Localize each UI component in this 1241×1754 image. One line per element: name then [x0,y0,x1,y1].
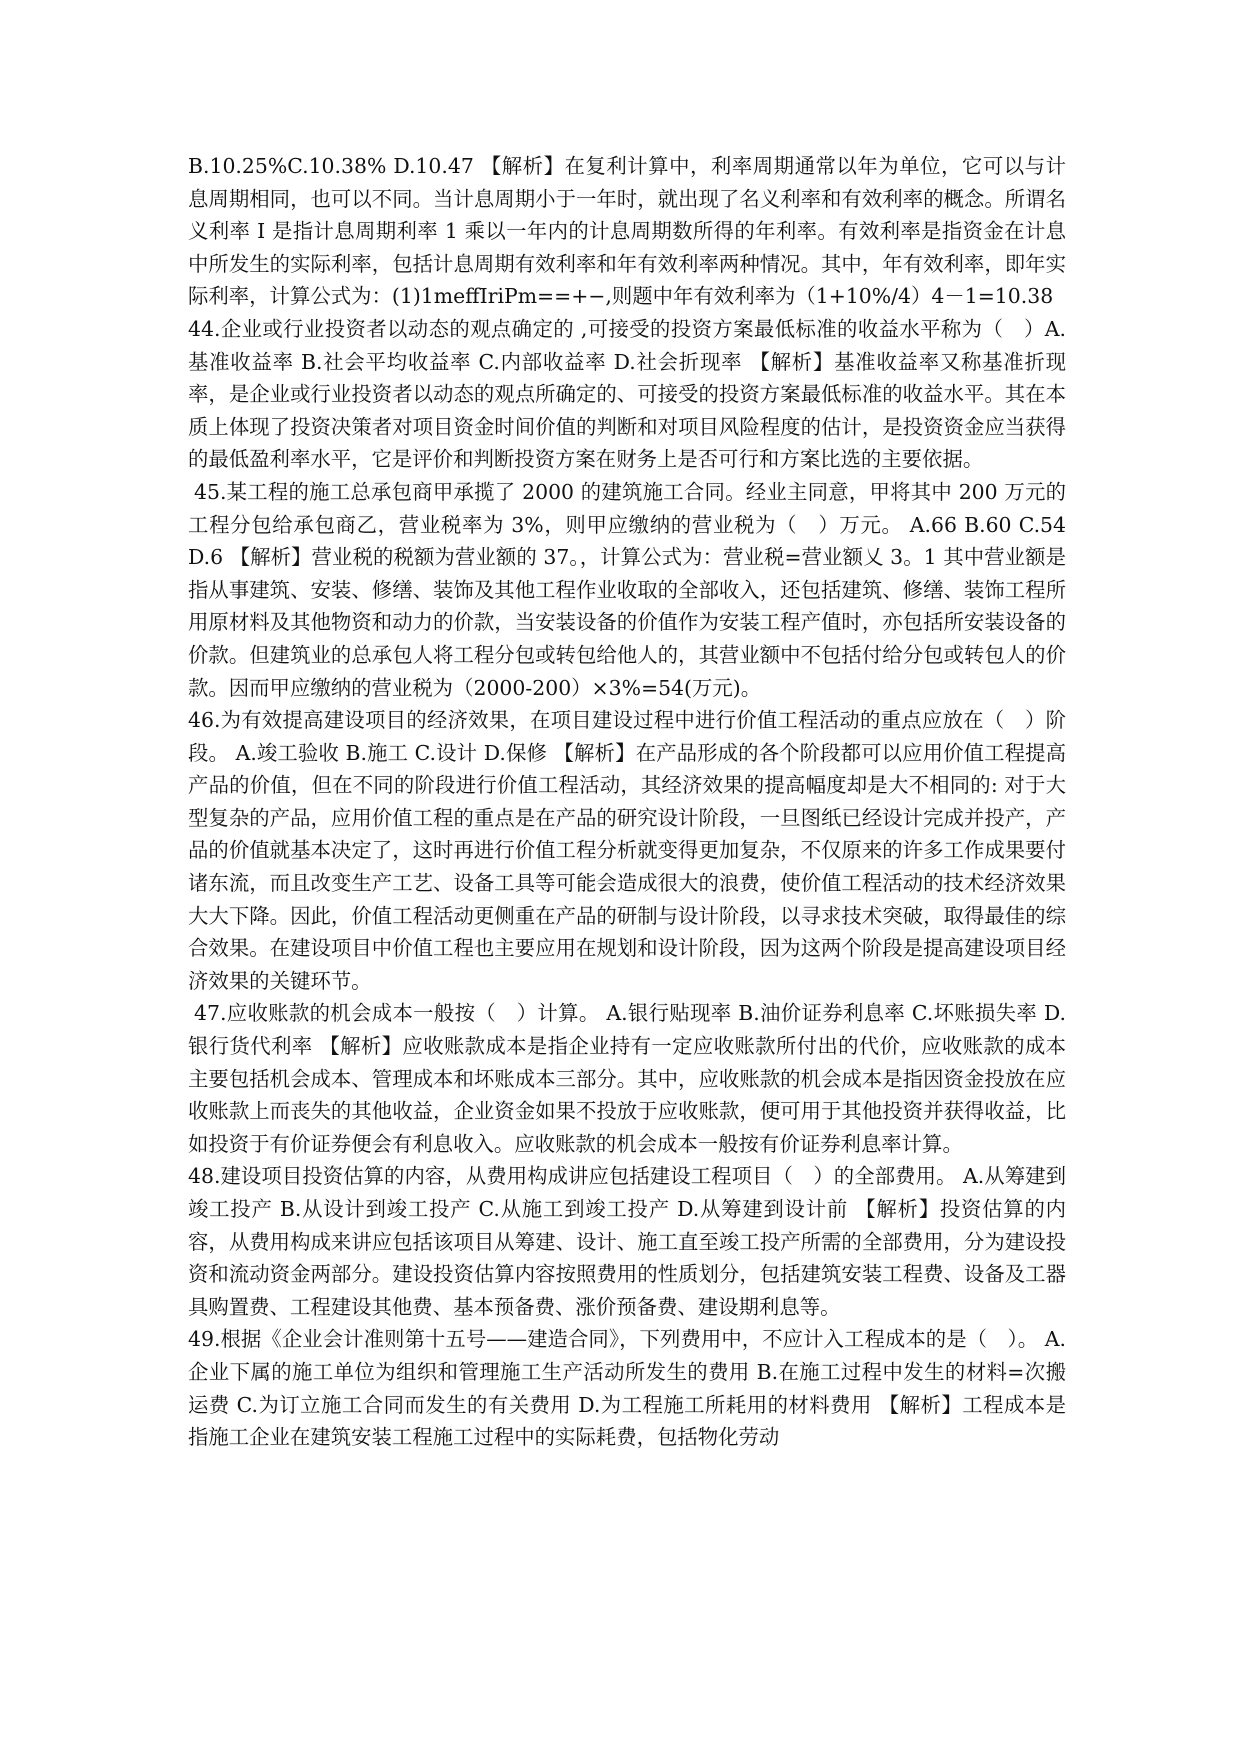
paragraph-q49: 49.根据《企业会计准则第十五号——建造合同》，下列费用中，不应计入工程成本的是（ ）。 A.企业下属的施工单位为组织和管理施工生产活动所发生的费用 B.在施工过程中发生的材料=次搬运费 C.为订立施工合同而发生的有关费用 D.为工程施工所耗用的材料费用 【解析】工程成本是指施工企业在建筑安装工程施工过程中的实际耗费，包括物化劳动 [188,1327,1066,1450]
document-page [188,150,1066,1454]
paragraph-q44: 44.企业或行业投资者以动态的观点确定的 ,可接受的投资方案最低标准的收益水平称为（ ）A.基准收益率 B.社会平均收益率 C.内部收益率 D.社会折现率 【解析】基准收益率又称基准折现率，是企业或行业投资者以动态的观点所确定的、可接受的投资方案最低标准的收益水平。其在本质上体现了投资决策者对项目资金时间价值的判断和对项目风险程度的估计，是投资资金应当获得的最低盈利率水平，它是评价和判断投资方案在财务上是否可行和方案比选的主要依据。 [188,316,1066,472]
paragraph-q48: 48.建设项目投资估算的内容，从费用构成讲应包括建设工程项目（ ）的全部费用。 A.从筹建到竣工投产 B.从设计到竣工投产 C.从施工到竣工投产 D.从筹建到设计前 【解析】投资估算的内容，从费用构成来讲应包括该项目从筹建、设计、施工直至竣工投产所需的全部费用，分为建设投资和流动资金两部分。建设投资估算内容按照费用的性质划分，包括建筑安装工程费、设备及工器具购置费、工程建设其他费、基本预备费、涨价预备费、建设期利息等。 [188,1164,1066,1319]
paragraph-q47: 47.应收账款的机会成本一般按（ ）计算。 A.银行贴现率 B.油价证券利息率 C.坏账损失率 D.银行货代利率 【解析】应收账款成本是指企业持有一定应收账款所付出的代价，应收账款的成本主要包括机会成本、管理成本和坏账成本三部分。其中，应收账款的机会成本是指因资金投放在应收账款上而丧失的其他收益，企业资金如果不投放于应收账款，便可用于其他投资并获得收益，比如投资于有价证券便会有利息收入。应收账款的机会成本一般按有价证券利息率计算。 [188,1001,1066,1156]
paragraph-q43-answer: B.10.25%C.10.38% D.10.47 【解析】在复利计算中，利率周期通常以年为单位，它可以与计息周期相同，也可以不同。当计息周期小于一年时，就出现了名义利率和有效利率的概念。所谓名义利率 I 是指计息周期利率 1 乘以一年内的计息周期数所得的年利率。有效利率是指资金在计息中所发生的实际利率，包括计息周期有效利率和年有效利率两种情况。其中，年有效利率，即年实际利率，计算公式为：(1)1meffIriPm==+−,则题中年有效利率为（1+10%/4）4－1=10.38 [188,154,1066,309]
paragraph-q46: 46.为有效提高建设项目的经济效果，在项目建设过程中进行价值工程活动的重点应放在（ ）阶段。 A.竣工验收 B.施工 C.设计 D.保修 【解析】在产品形成的各个阶段都可以应用价值工程提高产品的价值，但在不同的阶段进行价值工程活动，其经济效果的提高幅度却是大不相同的: 对于大型复杂的产品，应用价值工程的重点是在产品的研究设计阶段，一旦图纸已经设计完成并投产，产品的价值就基本决定了，这时再进行价值工程分析就变得更加复杂，不仅原来的许多工作成果要付诸东流，而且改变生产工艺、设备工具等可能会造成很大的浪费，使价值工程活动的技术经济效果大大下降。因此，价值工程活动更侧重在产品的研制与设计阶段，以寻求技术突破，取得最佳的综合效果。在建设项目中价值工程也主要应用在规划和设计阶段，因为这两个阶段是提高建设项目经济效果的关键环节。 [188,708,1066,993]
paragraph-q45: 45.某工程的施工总承包商甲承揽了 2000 的建筑施工合同。经业主同意，甲将其中 200 万元的工程分包给承包商乙，营业税率为 3%，则甲应缴纳的营业税为（ ）万元。 A.66 B.60 C.54 D.6 【解析】营业税的税额为营业额的 37。，计算公式为：营业税=营业额乂 3。1 其中营业额是指从事建筑、安装、修缮、装饰及其他工程作业收取的全部收入，还包括建筑、修缮、装饰工程所用原材料及其他物资和动力的价款，当安装设备的价值作为安装工程产值时，亦包括所安装设备的价款。但建筑业的总承包人将工程分包或转包给他人的，其营业额中不包括付给分包或转包人的价款。因而甲应缴纳的营业税为（2000-200）×3%=54(万元)。 [188,479,1066,700]
